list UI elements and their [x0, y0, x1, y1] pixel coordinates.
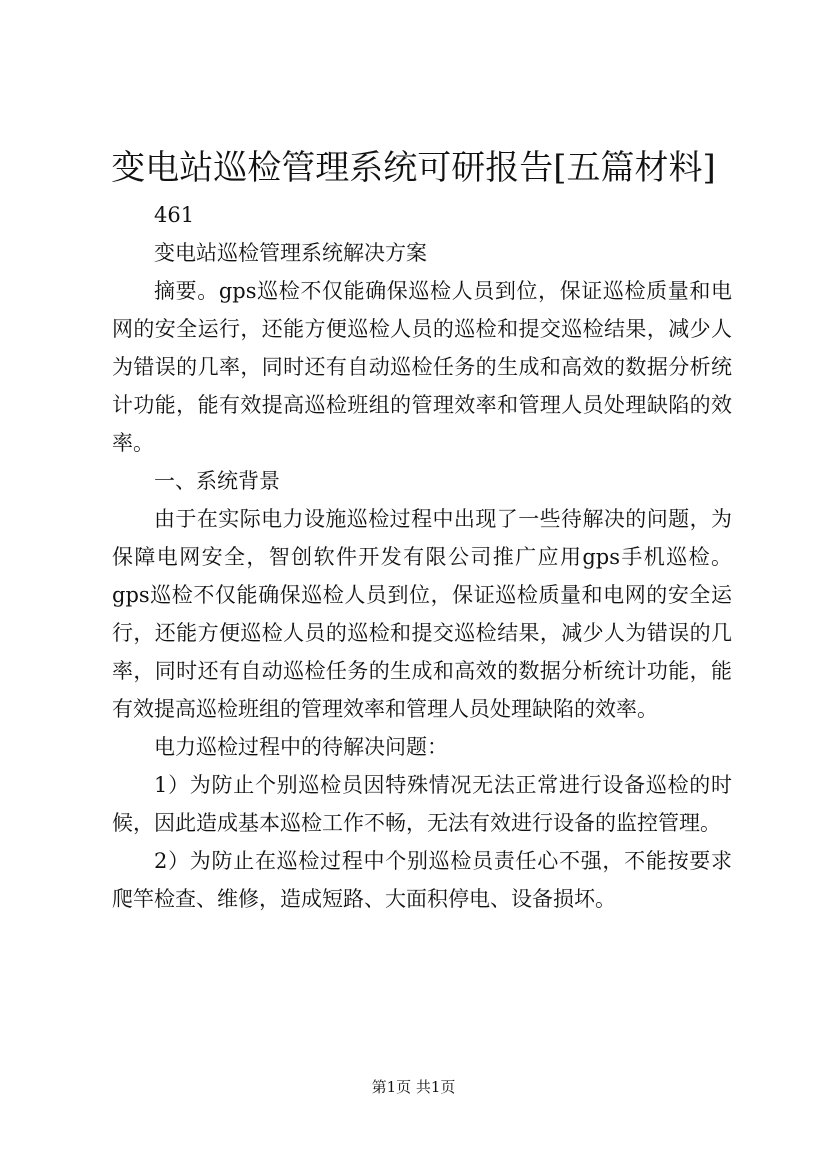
background-paragraph: 由于在实际电力设施巡检过程中出现了一些待解决的问题，为保障电网安全，智创软件开发有限公司推广应用gps手机巡检。gps巡检不仅能确保巡检人员到位，保证巡检质量和电网的安全运行，还能方便巡检人员的巡检和提交巡检结果，减少人为错误的几率，同时还有自动巡检任务的生成和高效的数据分析统计功能，能有效提高巡检班组的管理效率和管理人员处理缺陷的效率。 [112, 507, 732, 721]
problem-item-1: 1）为防止个别巡检员因特殊情况无法正常进行设备巡检的时候，因此造成基本巡检工作不畅，无法有效进行设备的监控管理。 [112, 773, 732, 835]
section-heading: 一、系统背景 [154, 469, 280, 493]
problems-heading: 电力巡检过程中的待解决问题： [154, 735, 448, 759]
abstract-paragraph: 摘要。gps巡检不仅能确保巡检人员到位，保证巡检质量和电网的安全运行，还能方便巡检人员的巡检和提交巡检结果，减少人为错误的几率，同时还有自动巡检任务的生成和高效的数据分析统计功能，能有效提高巡检班组的管理效率和管理人员处理缺陷的效率。 [112, 279, 732, 455]
subtitle: 变电站巡检管理系统解决方案 [154, 241, 427, 265]
document-title: 变电站巡检管理系统可研报告[五篇材料] [111, 148, 716, 188]
document-number: 461 [154, 203, 195, 227]
document-body [112, 196, 732, 918]
problem-item-2: 2）为防止在巡检过程中个别巡检员责任心不强，不能按要求爬竿检查、维修，造成短路、大面积停电、设备损坏。 [112, 849, 732, 911]
page-footer: 第1页 共1页 [371, 1078, 456, 1096]
